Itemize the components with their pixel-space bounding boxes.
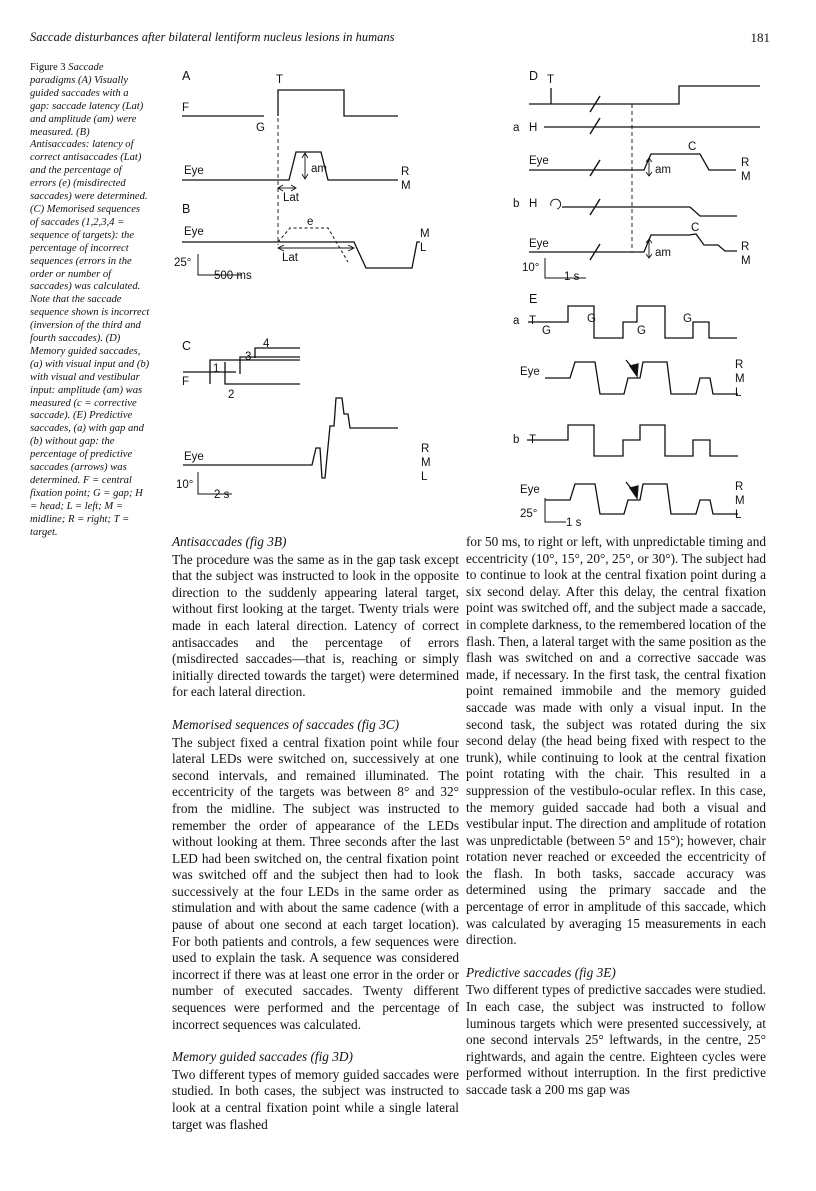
panel-e-eye-a-label: Eye — [520, 366, 540, 378]
text-column-right — [466, 534, 766, 1099]
panel-e-target-a-label: T — [529, 315, 537, 327]
panel-b-eye-label: Eye — [184, 226, 204, 238]
panel-e-predictive-arrow-b — [626, 482, 638, 498]
panel-e-target-b-label: T — [529, 434, 537, 446]
antisaccades-heading: Antisaccades (fig 3B) — [172, 534, 287, 549]
panel-b-eye-trace — [182, 242, 420, 268]
panel-b-scale-v: 25° — [174, 257, 192, 269]
panel-d-label: D — [529, 69, 539, 83]
panel-b-scale-h: 500 ms — [214, 270, 252, 282]
panel-d-b-label: b — [513, 198, 520, 210]
panel-d-eye-a-label: Eye — [529, 155, 549, 167]
panel-a-eye-trace — [182, 152, 398, 180]
panel-a-gap-label: G — [256, 122, 265, 134]
panel-c-scale-v: 10° — [176, 479, 194, 491]
panel-d-traces — [529, 86, 760, 278]
panel-d-am-b-label: am — [655, 247, 671, 259]
panel-a-am-label: am — [311, 163, 327, 175]
panel-a-fixation-label: F — [182, 102, 190, 114]
panel-d-target-trace — [529, 86, 760, 104]
antisaccades-paragraph: The procedure was the same as in the gap task except that the subject was instructed to look in the opposite direction to the suddenly appearing lateral target, without first looking at the target. Twenty trials were made in each lateral direction. Latency of correct antisaccades and the percentage of errors (misdirected saccades—that is, reaching or simply initially directed towards the target) were determined for each lateral direction. — [172, 551, 459, 700]
panel-c-m-label: M — [421, 457, 431, 469]
panel-b-m-label: M — [420, 228, 430, 240]
panel-b-traces — [182, 228, 420, 275]
panel-c-eye-trace — [183, 398, 398, 478]
caption-label: Figure 3 — [30, 62, 66, 73]
panel-e-gap-4: G — [683, 313, 692, 325]
running-title: Saccade disturbances after bilateral lentiform nucleus lesions in humans — [30, 30, 395, 44]
panel-e-eye-b — [545, 484, 738, 514]
panel-e-scale-bar — [545, 498, 566, 522]
panel-c-fixation-label: F — [182, 376, 190, 388]
panel-d-eye-b-label: Eye — [529, 238, 549, 250]
panel-b-l-label: L — [420, 242, 427, 254]
panel-e-label: E — [529, 292, 538, 306]
memory-guided-paragraph-continued: for 50 ms, to right or left, with unpredictable timing and eccentricity (10°, 15°, 20°, 25°, or 30°). The subject had to continue to look at the central fixation point during a six second delay. After this delay, the central fixation point was switched off, and the subject made a saccade, in complete darkness, to the remembered location of the flash. Then, a lateral target with the same position as the flash was switched on and a corrective saccade was made, if necessary. In the first task, the central fixation point remained immobile and the memory guided saccade was made with only a visual input. In the second task, the subject was rotated during the six second delay (the head being fixed with respect to the trunk), while continuing to look at the central fixation point rotating with the chair. This resulted in a suppression of the vestibulo-ocular reflex. In this case, the memory guided saccade had both a visual and vestibular input. The direction and amplitude of rotation was unpredictable (between 5° and 15°); however, chair rotation never reached or exceeded the eccentricity of the flash. In both tasks, saccade accuracy was determined using the primary saccade and the percentage of error in amplitude of this saccade, which was calculated by averaging 15 measurements in each direction. — [466, 534, 766, 948]
panel-a-target-trace — [278, 90, 398, 116]
panel-b-label: B — [182, 202, 191, 216]
figure-3 — [0, 0, 816, 529]
panel-a-target-label: T — [276, 74, 284, 86]
panel-c-l-label: L — [421, 471, 428, 483]
panel-c-target-4-label: 4 — [263, 338, 270, 350]
panel-e-m-a-label: M — [735, 373, 745, 385]
panel-b-error-label: e — [307, 216, 314, 228]
caption-text: Saccade paradigms (A) Visually guided saccades with a gap: saccade latency (Lat) and amplitude (am) were measured. (B) Antisaccades: latency of correct antisaccades (Lat) and the percentage of errors (e) (misdirected saccades) were determined. (C) Memorised sequences of saccades (1,2,3,4 = sequence of targets): the percentage of incorrect sequences (errors in the order or number of saccades) was calculated. Note that the saccade sequence shown is incorrect (inversion of the third and fourth saccades). (D) Memory guided saccades, (a) with visual input and (b) with visual and vestibular input: amplitude (am) was measured (c = corrective saccade). (E) Predictive saccades, (a) with gap and (b) without gap: the percentage of predictive saccades (arrows) was determined. F = central fixation point; G = gap; H = head; L = left; M = midline; R = right; T = target. — [30, 62, 150, 538]
panel-d-r-b-label: R — [741, 241, 750, 253]
text-column-left — [172, 534, 459, 1133]
panel-c-label: C — [182, 339, 192, 353]
panel-c-target-2 — [225, 362, 300, 384]
predictive-heading: Predictive saccades (fig 3E) — [466, 964, 616, 980]
panel-d-r-a-label: R — [741, 157, 750, 169]
page-number: 181 — [750, 30, 770, 45]
panel-e-eye-b-label: Eye — [520, 484, 540, 496]
panel-c-target-1-label: 1 — [213, 363, 220, 375]
panel-e-predictive-arrow-a — [626, 360, 638, 376]
panel-d-eye-a — [529, 154, 736, 170]
panel-a-m-label: M — [401, 180, 411, 192]
panel-e-target-b — [527, 425, 738, 456]
panel-e-eye-a — [545, 362, 738, 394]
memory-guided-heading: Memory guided saccades (fig 3D) — [172, 1049, 353, 1065]
panel-d-eye-b — [529, 234, 737, 252]
panel-b-lat-label: Lat — [282, 252, 298, 264]
panel-e-m-b-label: M — [735, 495, 745, 507]
panel-d-rotation-arrow — [551, 199, 561, 209]
panel-c-eye-label: Eye — [184, 451, 204, 463]
panel-a-lat-label: Lat — [283, 192, 299, 204]
panel-e-l-a-label: L — [735, 387, 742, 399]
panel-a-r-label: R — [401, 166, 410, 178]
panel-e-b-label: b — [513, 434, 520, 446]
panel-c-target-2-label: 2 — [228, 389, 235, 401]
panel-e-target-a — [528, 306, 737, 338]
memory-guided-paragraph: Two different types of memory guided saccades were studied. In both cases, the subject was instructed to look at a central fixation point while a single lateral target was flashed — [172, 1066, 459, 1132]
panel-e-l-b-label: L — [735, 509, 742, 521]
memorised-paragraph: The subject fixed a central fixation point while four lateral LEDs were switched on, successively at one second intervals, and remained illuminated. The eccentricity of the targets was between 8° and 32° from the midline. The subject was instructed to remember the order of appearance of the LEDs without looking at them. Three seconds after the last LED had been switched on, the central fixation point was switched off and the subject then had to look successively at the four LEDs in the same order as stimulation and with about the same cadence (with a pause of about one second at each target location). For both patients and controls, a few sequences were used to explain the task. A sequence was considered incorrect if there was at least one error in the order or number of executed saccades. Twenty different sequences were performed and the percentage of incorrect sequences was calculated. — [172, 734, 459, 1032]
panel-a-label: A — [182, 69, 191, 83]
panel-d-break-marks — [590, 96, 600, 260]
panel-e-gap-2: G — [587, 313, 596, 325]
panel-c-scale-h: 2 s — [214, 489, 230, 501]
panel-d-head-b-label: H — [529, 198, 538, 210]
panel-d-corrective-b-label: C — [691, 222, 700, 234]
panel-d-m-b-label: M — [741, 255, 751, 267]
panel-a-traces — [182, 90, 398, 245]
panel-d-scale-v: 10° — [522, 262, 540, 274]
panel-d-corrective-a-label: C — [688, 141, 697, 153]
panel-e-scale-v: 25° — [520, 508, 538, 520]
panel-e-gap-1: G — [542, 325, 551, 337]
panel-e-r-a-label: R — [735, 359, 744, 371]
panel-d-a-label: a — [513, 122, 520, 134]
panel-d-scale-h: 1 s — [564, 271, 580, 283]
panel-a-eye-label: Eye — [184, 165, 204, 177]
memorised-heading: Memorised sequences of saccades (fig 3C) — [172, 716, 400, 732]
predictive-paragraph: Two different types of predictive saccades were studied. In each case, the subject was instructed to follow luminous targets which were presented successively, at one second intervals 25° leftwards, in the centre, 25° rightwards, and again the centre. Eighteen cycles were performed without interruption. In the first predictive saccade task a 200 ms gap was — [466, 982, 766, 1097]
panel-e-r-b-label: R — [735, 481, 744, 493]
panel-c-target-3-label: 3 — [245, 351, 252, 363]
panel-e-scale-h: 1 s — [566, 517, 582, 529]
panel-d-am-a-label: am — [655, 164, 671, 176]
panel-d-target-label: T — [547, 74, 555, 86]
panel-e-a-label: a — [513, 315, 520, 327]
panel-d-head-b — [562, 207, 737, 216]
panel-d-m-a-label: M — [741, 171, 751, 183]
panel-c-r-label: R — [421, 443, 430, 455]
panel-e-gap-3: G — [637, 325, 646, 337]
panel-d-head-a-label: H — [529, 122, 538, 134]
